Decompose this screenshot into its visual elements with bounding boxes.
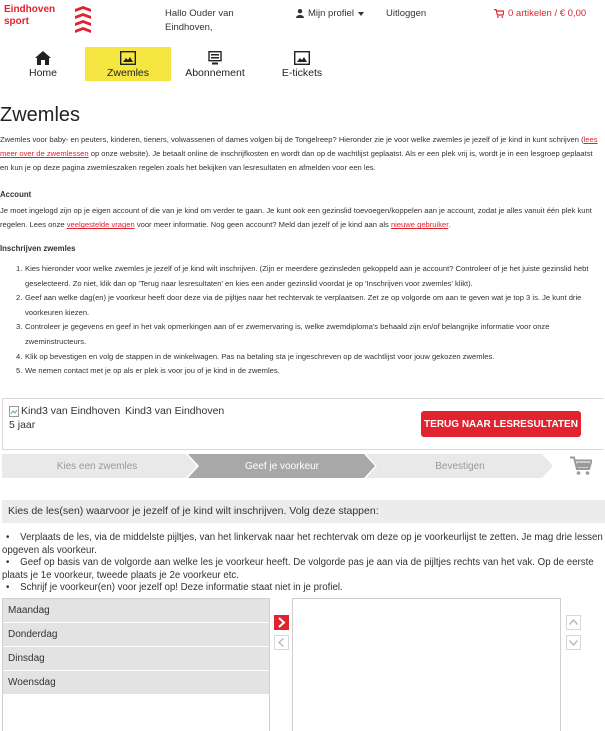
nav-home[interactable] bbox=[0, 47, 86, 81]
user-icon bbox=[296, 9, 304, 18]
page-title: Zwemles bbox=[0, 104, 81, 126]
profile-label: Mijn profiel bbox=[308, 8, 354, 19]
move-down-button[interactable] bbox=[566, 635, 581, 650]
list-item: 4. Klik op bevestigen en volg de stappen in de winkelwagen. Pas na betaling sta je ingeschreven op de wachtlijst voor jouw gekozen zwemles. bbox=[16, 351, 495, 361]
cart-label: 0 artikelen / € 0,00 bbox=[508, 8, 587, 19]
list-item: 2. Geef aan welke dag(en) je voorkeur heeft door deze via de pijltjes naar het rechtervak te verplaatsen. Zet ze op volgorde om aan te geven wat je top 3 is. Je kunt drie voorkeuren kiezen. bbox=[16, 293, 582, 317]
chevron-left-icon bbox=[275, 636, 288, 649]
move-up-button[interactable] bbox=[566, 615, 581, 630]
intro-paragraph bbox=[0, 133, 603, 176]
list-item: • Geef op basis van de volgorde aan welke les je voorkeur heeft. De volgorde pas je aan via de pijltjes rechts van het vak. Op de eerste plaats je 1e voorkeur, tweede plaats je 2e voorkeur etc. bbox=[2, 557, 594, 581]
nav-label: Home bbox=[28, 67, 57, 79]
image-icon bbox=[294, 51, 310, 65]
move-right-button[interactable] bbox=[274, 615, 289, 630]
logo-waves-icon bbox=[74, 6, 92, 34]
list-item: • Schrijf je voorkeur(en) voor jezelf op! Deze informatie staat niet in je profiel. bbox=[6, 582, 343, 594]
chevron-down-icon bbox=[567, 636, 580, 649]
nav-abonnement[interactable] bbox=[172, 47, 258, 81]
zwemles-info-link[interactable]: lees meer over de zwemlessen bbox=[0, 135, 598, 159]
new-user-link[interactable]: nieuwe gebruiker bbox=[390, 220, 449, 230]
intro-text-2: op onze website). Je betaalt online de inschrijfkosten en wordt dan op de wachtlijst geplaatst. Als er een plek vrij is, wordt je in een lesgroep geplaatst en kun je op deze pagina zwemleszaken regelen zoals het bekijken van lesresultaten en afmelden voor een les. bbox=[0, 149, 593, 173]
intro-text-1: Zwemles voor baby- en peuters, kinderen, tieners, volwassenen of dames volgen bij de Tongelreep? Hieronder zie je voor welke zwemles je jezelf of je kind in kunt schrijven ( bbox=[0, 135, 584, 144]
list-item: 1. Kies hieronder voor welke zwemles je jezelf of je kind wilt inschrijven. (Zijn er meerdere gezinsleden gekoppeld aan je account? Controleer of je het juiste gezinslid hebt geselecteerd. Zo niet, klik dan op 'Terug naar lesresultaten' en kies een ander gezinslid voordat je op 'Inschrijven voor zwemles' klikt). bbox=[16, 264, 589, 288]
faq-link[interactable]: veelgestelde vragen bbox=[66, 220, 135, 230]
chevron-right-icon bbox=[274, 615, 289, 630]
profile-menu[interactable] bbox=[296, 8, 364, 19]
chevron-up-icon bbox=[567, 616, 580, 629]
account-paragraph bbox=[0, 204, 603, 232]
list-item: 5. We nemen contact met je op als er plek is voor jou of je kind in de zwemles. bbox=[16, 366, 280, 376]
nav-label: Zwemles bbox=[106, 67, 149, 79]
step-confirm: Bevestigen bbox=[435, 460, 485, 472]
day-option[interactable]: Donderdag bbox=[3, 623, 269, 647]
account-heading: Account bbox=[0, 190, 32, 199]
home-icon bbox=[35, 51, 51, 65]
preferred-days-list[interactable] bbox=[292, 598, 561, 731]
instruction-bar: Kies de les(sen) waarvoor je jezelf of je kind wilt inschrijven. Volg deze stappen: bbox=[2, 500, 605, 523]
day-option[interactable]: Woensdag bbox=[3, 671, 269, 695]
nav-etickets[interactable] bbox=[259, 47, 345, 81]
day-option[interactable]: Maandag bbox=[3, 599, 269, 623]
account-text-2: voor meer informatie. Nog geen account? Meld dan jezelf of je kind aan als bbox=[134, 220, 391, 230]
move-left-button[interactable] bbox=[274, 635, 289, 650]
main-nav bbox=[0, 47, 605, 81]
list-item: • Verplaats de les, via de middelste pijltjes, van het linkervak naar het rechtervak om deze op je voorkeurlijst te zetten. Je mag drie lessen opgeven als voorkeur. bbox=[2, 532, 603, 556]
eindhoven-sport-logo[interactable] bbox=[4, 4, 100, 38]
nav-zwemles[interactable] bbox=[85, 47, 171, 81]
enroll-heading: Inschrijven zwemles bbox=[0, 244, 76, 253]
cart-icon bbox=[494, 9, 504, 18]
image-icon bbox=[120, 51, 136, 65]
broken-image-icon bbox=[9, 406, 19, 417]
caret-down-icon bbox=[358, 12, 364, 16]
family-member-card bbox=[2, 398, 604, 450]
logout-link[interactable]: Uitloggen bbox=[386, 8, 427, 19]
account-text-3: . bbox=[448, 220, 451, 230]
logo-text: Eindhoven sport bbox=[4, 4, 56, 27]
step-choose-lesson: Kies een zwemles bbox=[56, 460, 138, 472]
cart-link[interactable] bbox=[494, 8, 586, 19]
member-name: Kind3 van Eindhoven bbox=[125, 405, 225, 417]
avatar-alt-text: Kind3 van Eindhoven bbox=[21, 405, 121, 417]
nav-label: E-tickets bbox=[281, 67, 323, 79]
greeting-text: Hallo Ouder van Eindhoven, bbox=[165, 8, 234, 33]
step-preference: Geef je voorkeur bbox=[245, 460, 319, 472]
top-bar bbox=[0, 0, 605, 40]
list-item: 3. Controleer je gegevens en geef in het vak opmerkingen aan of er zwemervaring is, welke zwemdiploma's behaald zijn en/of belangrijke informatie voor onze zweminstructeurs. bbox=[16, 322, 550, 346]
cart-icon bbox=[570, 456, 592, 476]
avatar bbox=[9, 405, 120, 417]
account-text-1: Je moet ingelogd zijn op je eigen account of die van je kind om verder te gaan. Je kunt ook een gezinslid toevoegen/koppelen aan je account, zodat je alles vanuit één plek kunt regelen. Lees onze bbox=[0, 206, 592, 230]
back-to-results-button[interactable]: TERUG NAAR LESRESULTATEN bbox=[421, 411, 581, 437]
available-days-list bbox=[2, 598, 270, 731]
monitor-icon bbox=[207, 51, 223, 65]
nav-label: Abonnement bbox=[185, 67, 245, 79]
checkout-stepper bbox=[2, 454, 605, 478]
steps-list bbox=[0, 262, 603, 379]
day-option[interactable]: Dinsdag bbox=[3, 647, 269, 671]
instruction-bullets bbox=[2, 532, 605, 595]
member-age: 5 jaar bbox=[9, 419, 36, 431]
